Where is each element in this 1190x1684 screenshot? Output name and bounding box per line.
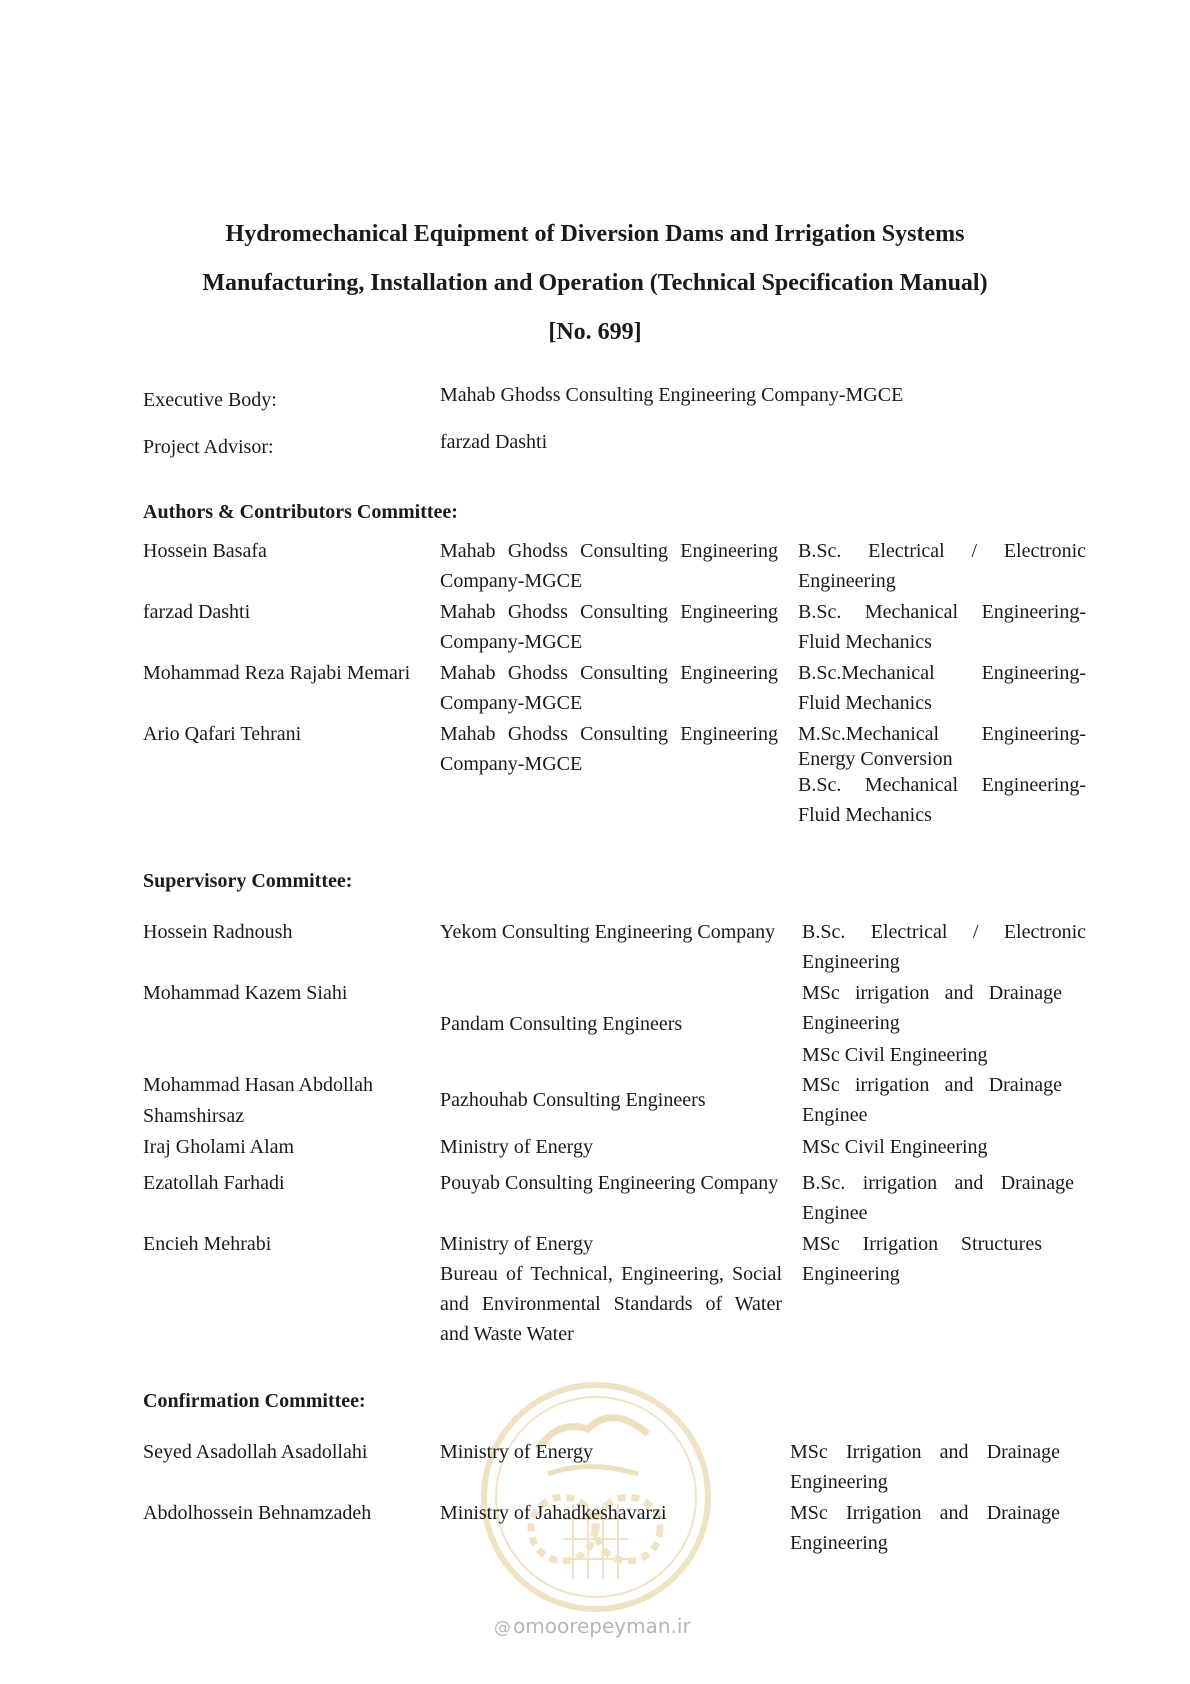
author-name: Mohammad Reza Rajabi Memari: [143, 662, 411, 684]
author-name: Hossein Basafa: [143, 540, 267, 562]
author-name: farzad Dashti: [143, 601, 251, 623]
at-sign-icon: @: [494, 1618, 511, 1638]
title-line-3: [No. 699]: [548, 319, 642, 345]
supervisor-name: Hossein Radnoush: [143, 921, 293, 943]
supervisory-heading: Supervisory Committee:: [143, 870, 353, 892]
supervisor-degree: B.Sc. Electrical / Electronic Engineering: [802, 921, 1086, 973]
document-title: [0, 210, 1190, 357]
supervisor-name: Encieh Mehrabi: [143, 1233, 272, 1255]
author-degree: B.Sc.Mechanical Engineering- Fluid Mechanics: [798, 662, 1086, 714]
author-name: Ario Qafari Tehrani: [143, 723, 302, 745]
author-degree-secondary: B.Sc. Mechanical Engineering- Fluid Mechanics: [798, 774, 1086, 826]
author-org: Mahab Ghodss Consulting Engineering Company-MGCE: [440, 723, 778, 775]
confirmer-name: Abdolhossein Behnamzadeh: [143, 1502, 372, 1524]
supervisor-org: Ministry of Energy: [440, 1136, 593, 1158]
confirmation-heading: Confirmation Committee:: [143, 1390, 366, 1412]
supervisor-name-continued: Shamshirsaz: [143, 1105, 245, 1127]
supervisor-degree: B.Sc. irrigation and Drainage Enginee: [802, 1172, 1074, 1224]
title-line-2: Manufacturing, Installation and Operation (Technical Specification Manual): [202, 270, 988, 296]
confirmer-degree: MSc Irrigation and Drainage Engineering: [790, 1441, 1060, 1493]
author-org: Mahab Ghodss Consulting Engineering Company-MGCE: [440, 662, 778, 714]
author-degree: M.Sc.Mechanical Engineering- Energy Conversion: [798, 723, 1086, 770]
executive-body-value: Mahab Ghodss Consulting Engineering Company-MGCE: [440, 384, 904, 406]
executive-body-label: Executive Body:: [143, 389, 277, 411]
confirmer-name: Seyed Asadollah Asadollahi: [143, 1441, 368, 1463]
project-advisor-label: Project Advisor:: [143, 436, 274, 458]
supervisor-name: Ezatollah Farhadi: [143, 1172, 285, 1194]
supervisor-org: Pazhouhab Consulting Engineers: [440, 1089, 706, 1111]
supervisor-org: Yekom Consulting Engineering Company: [440, 921, 776, 943]
confirmer-org: Ministry of Jahadkeshavarzi: [440, 1502, 667, 1524]
supervisor-name: Mohammad Hasan Abdollah: [143, 1074, 373, 1096]
watermark-text: omoorepeyman.ir: [513, 1614, 691, 1638]
confirmer-org: Ministry of Energy: [440, 1441, 593, 1463]
supervisor-degree: MSc irrigation and Drainage Enginee: [802, 1074, 1062, 1126]
authors-heading: Authors & Contributors Committee:: [143, 501, 458, 523]
supervisor-name: Mohammad Kazem Siahi: [143, 982, 348, 1004]
supervisor-degree-secondary: MSc Civil Engineering: [802, 1044, 988, 1066]
supervisor-name: Iraj Gholami Alam: [143, 1136, 295, 1158]
confirmer-degree: MSc Irrigation and Drainage Engineering: [790, 1502, 1060, 1554]
title-line-1: Hydromechanical Equipment of Diversion Dams and Irrigation Systems: [225, 221, 965, 247]
supervisor-org: Pandam Consulting Engineers: [440, 1013, 683, 1035]
author-org: Mahab Ghodss Consulting Engineering Company-MGCE: [440, 540, 778, 592]
organization-seal-icon: [478, 1379, 714, 1615]
author-org: Mahab Ghodss Consulting Engineering Company-MGCE: [440, 601, 778, 653]
supervisor-degree: MSc Irrigation Structures Engineering: [802, 1233, 1042, 1285]
supervisor-org-secondary: Bureau of Technical, Engineering, Social and Environmental Standards of Water and Waste Water: [440, 1263, 782, 1345]
author-degree: B.Sc. Electrical / Electronic Engineering: [798, 540, 1086, 592]
supervisor-org: Ministry of Energy: [440, 1233, 593, 1255]
supervisor-degree: MSc irrigation and Drainage Engineering: [802, 982, 1062, 1034]
watermark-url: [494, 1614, 691, 1638]
project-advisor-value: farzad Dashti: [440, 431, 548, 453]
author-degree: B.Sc. Mechanical Engineering- Fluid Mechanics: [798, 601, 1086, 653]
supervisor-org: Pouyab Consulting Engineering Company: [440, 1172, 779, 1194]
supervisor-degree: MSc Civil Engineering: [802, 1136, 988, 1158]
